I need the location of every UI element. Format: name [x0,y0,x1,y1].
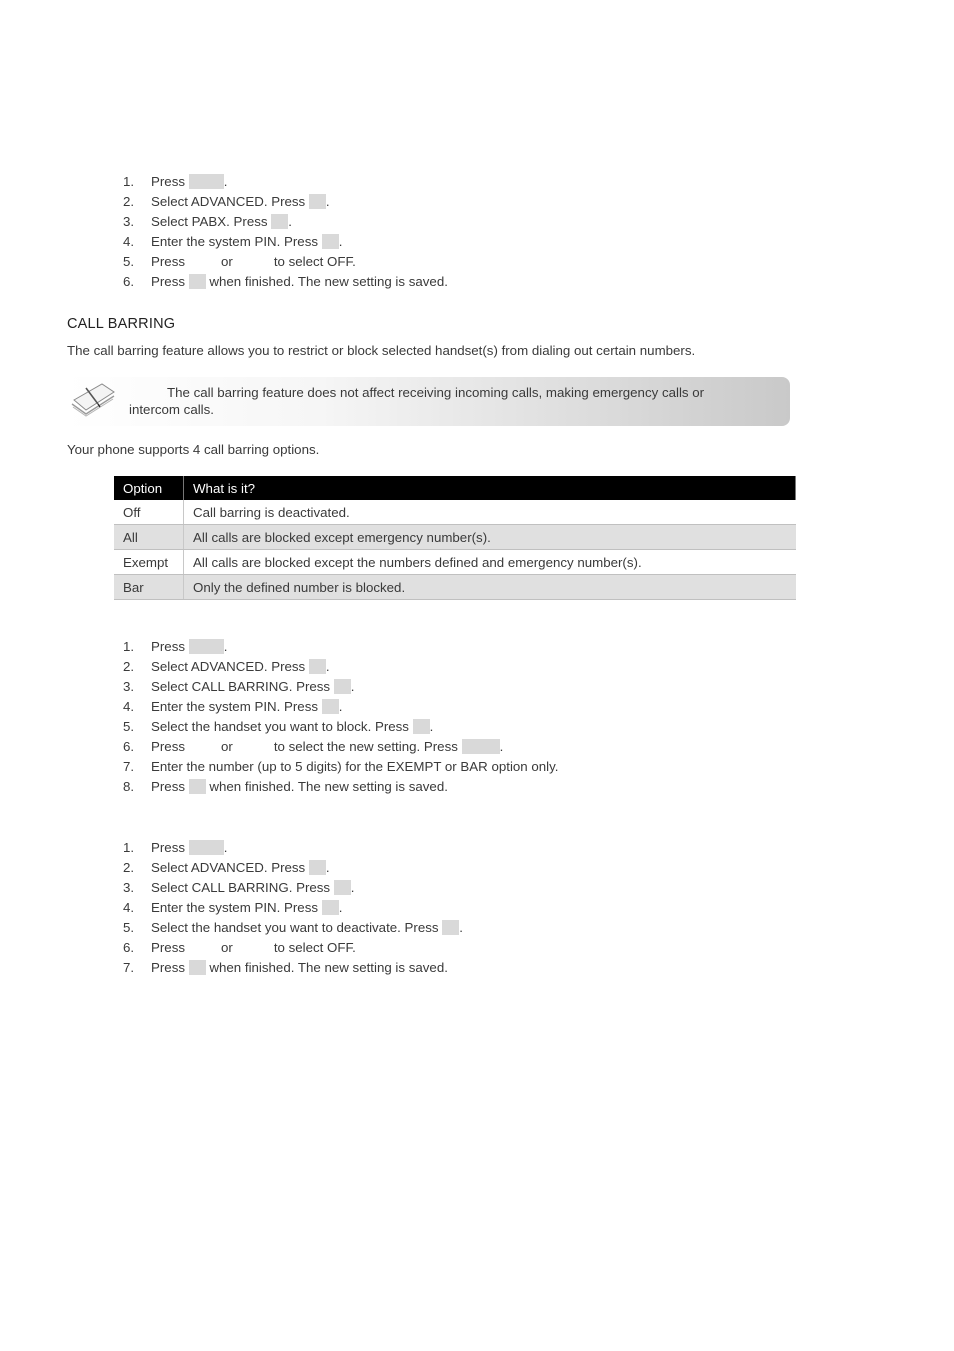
list-item: 4. Enter the system PIN. Press . [123,699,343,714]
note-text-continued: intercom calls. [129,402,214,417]
ok-key-icon [334,679,351,694]
list-item: 7. Enter the number (up to 5 digits) for the EXEMPT or BAR option only. [123,759,559,774]
section-heading: CALL BARRING [67,316,176,332]
option-cell: Bar [114,575,184,600]
list-item: 3. Select CALL BARRING. Press . [123,679,355,694]
description-cell: Call barring is deactivated. [184,500,796,525]
list-item: 3. Select PABX. Press . [123,214,292,229]
column-header-option: Option [114,476,184,500]
list-item: 8. Press when finished. The new setting is saved. [123,779,448,794]
list-item: 3. Select CALL BARRING. Press . [123,880,355,895]
option-cell: All [114,525,184,550]
ok-key-icon [189,779,206,794]
list-item: 2. Select ADVANCED. Press . [123,659,330,674]
section-intro: The call barring feature allows you to restrict or block selected handset(s) from dialing out certain numbers. [67,343,696,358]
menu-key-icon [189,639,224,654]
list-item: 2. Select ADVANCED. Press . [123,860,330,875]
description-cell: All calls are blocked except emergency number(s). [184,525,796,550]
list-item: 6. Press or to select the new setting. Press . [123,739,504,754]
ok-key-icon [442,920,459,935]
list-item: 4. Enter the system PIN. Press . [123,900,343,915]
ok-key-icon [189,274,206,289]
steps-list-pabx-off [123,174,448,294]
table-header-row [114,476,796,500]
option-cell: Off [114,500,184,525]
note-box [66,377,790,426]
list-item: 6. Press when finished. The new setting is saved. [123,274,448,289]
table-row [114,550,796,575]
menu-key-icon [189,174,224,189]
ok-key-icon [309,860,326,875]
steps-list-deactivate-barring [123,840,463,980]
option-cell: Exempt [114,550,184,575]
ok-key-icon [322,900,339,915]
list-item: 1. Press . [123,174,228,189]
menu-key-icon [189,840,224,855]
ok-key-icon [322,234,339,249]
table-row [114,575,796,600]
list-item: 5. Select the handset you want to deactivate. Press . [123,920,463,935]
list-item: 1. Press . [123,840,228,855]
description-cell: Only the defined number is blocked. [184,575,796,600]
steps-list-set-barring [123,639,558,799]
note-pad-icon [68,378,118,418]
ok-key-icon [309,194,326,209]
ok-key-icon [334,880,351,895]
ok-key-icon [189,960,206,975]
table-row [114,525,796,550]
call-barring-options-table [114,476,796,600]
table-row [114,500,796,525]
list-item: 2. Select ADVANCED. Press . [123,194,330,209]
list-item: 5. Select the handset you want to block. Press . [123,719,434,734]
list-item: 1. Press . [123,639,228,654]
options-summary: Your phone supports 4 call barring options. [67,442,320,457]
ok-key-icon [309,659,326,674]
description-cell: All calls are blocked except the numbers defined and emergency number(s). [184,550,796,575]
list-item: 6. Press or to select OFF. [123,940,356,955]
list-item: 7. Press when finished. The new setting is saved. [123,960,448,975]
ok-key-icon [413,719,430,734]
save-key-icon [462,739,500,754]
note-text: The call barring feature does not affect receiving incoming calls, making emergency calls or [167,385,705,400]
list-item: 5. Press or to select OFF. [123,254,356,269]
ok-key-icon [271,214,288,229]
column-header-description: What is it? [184,476,796,500]
list-item: 4. Enter the system PIN. Press . [123,234,343,249]
ok-key-icon [322,699,339,714]
